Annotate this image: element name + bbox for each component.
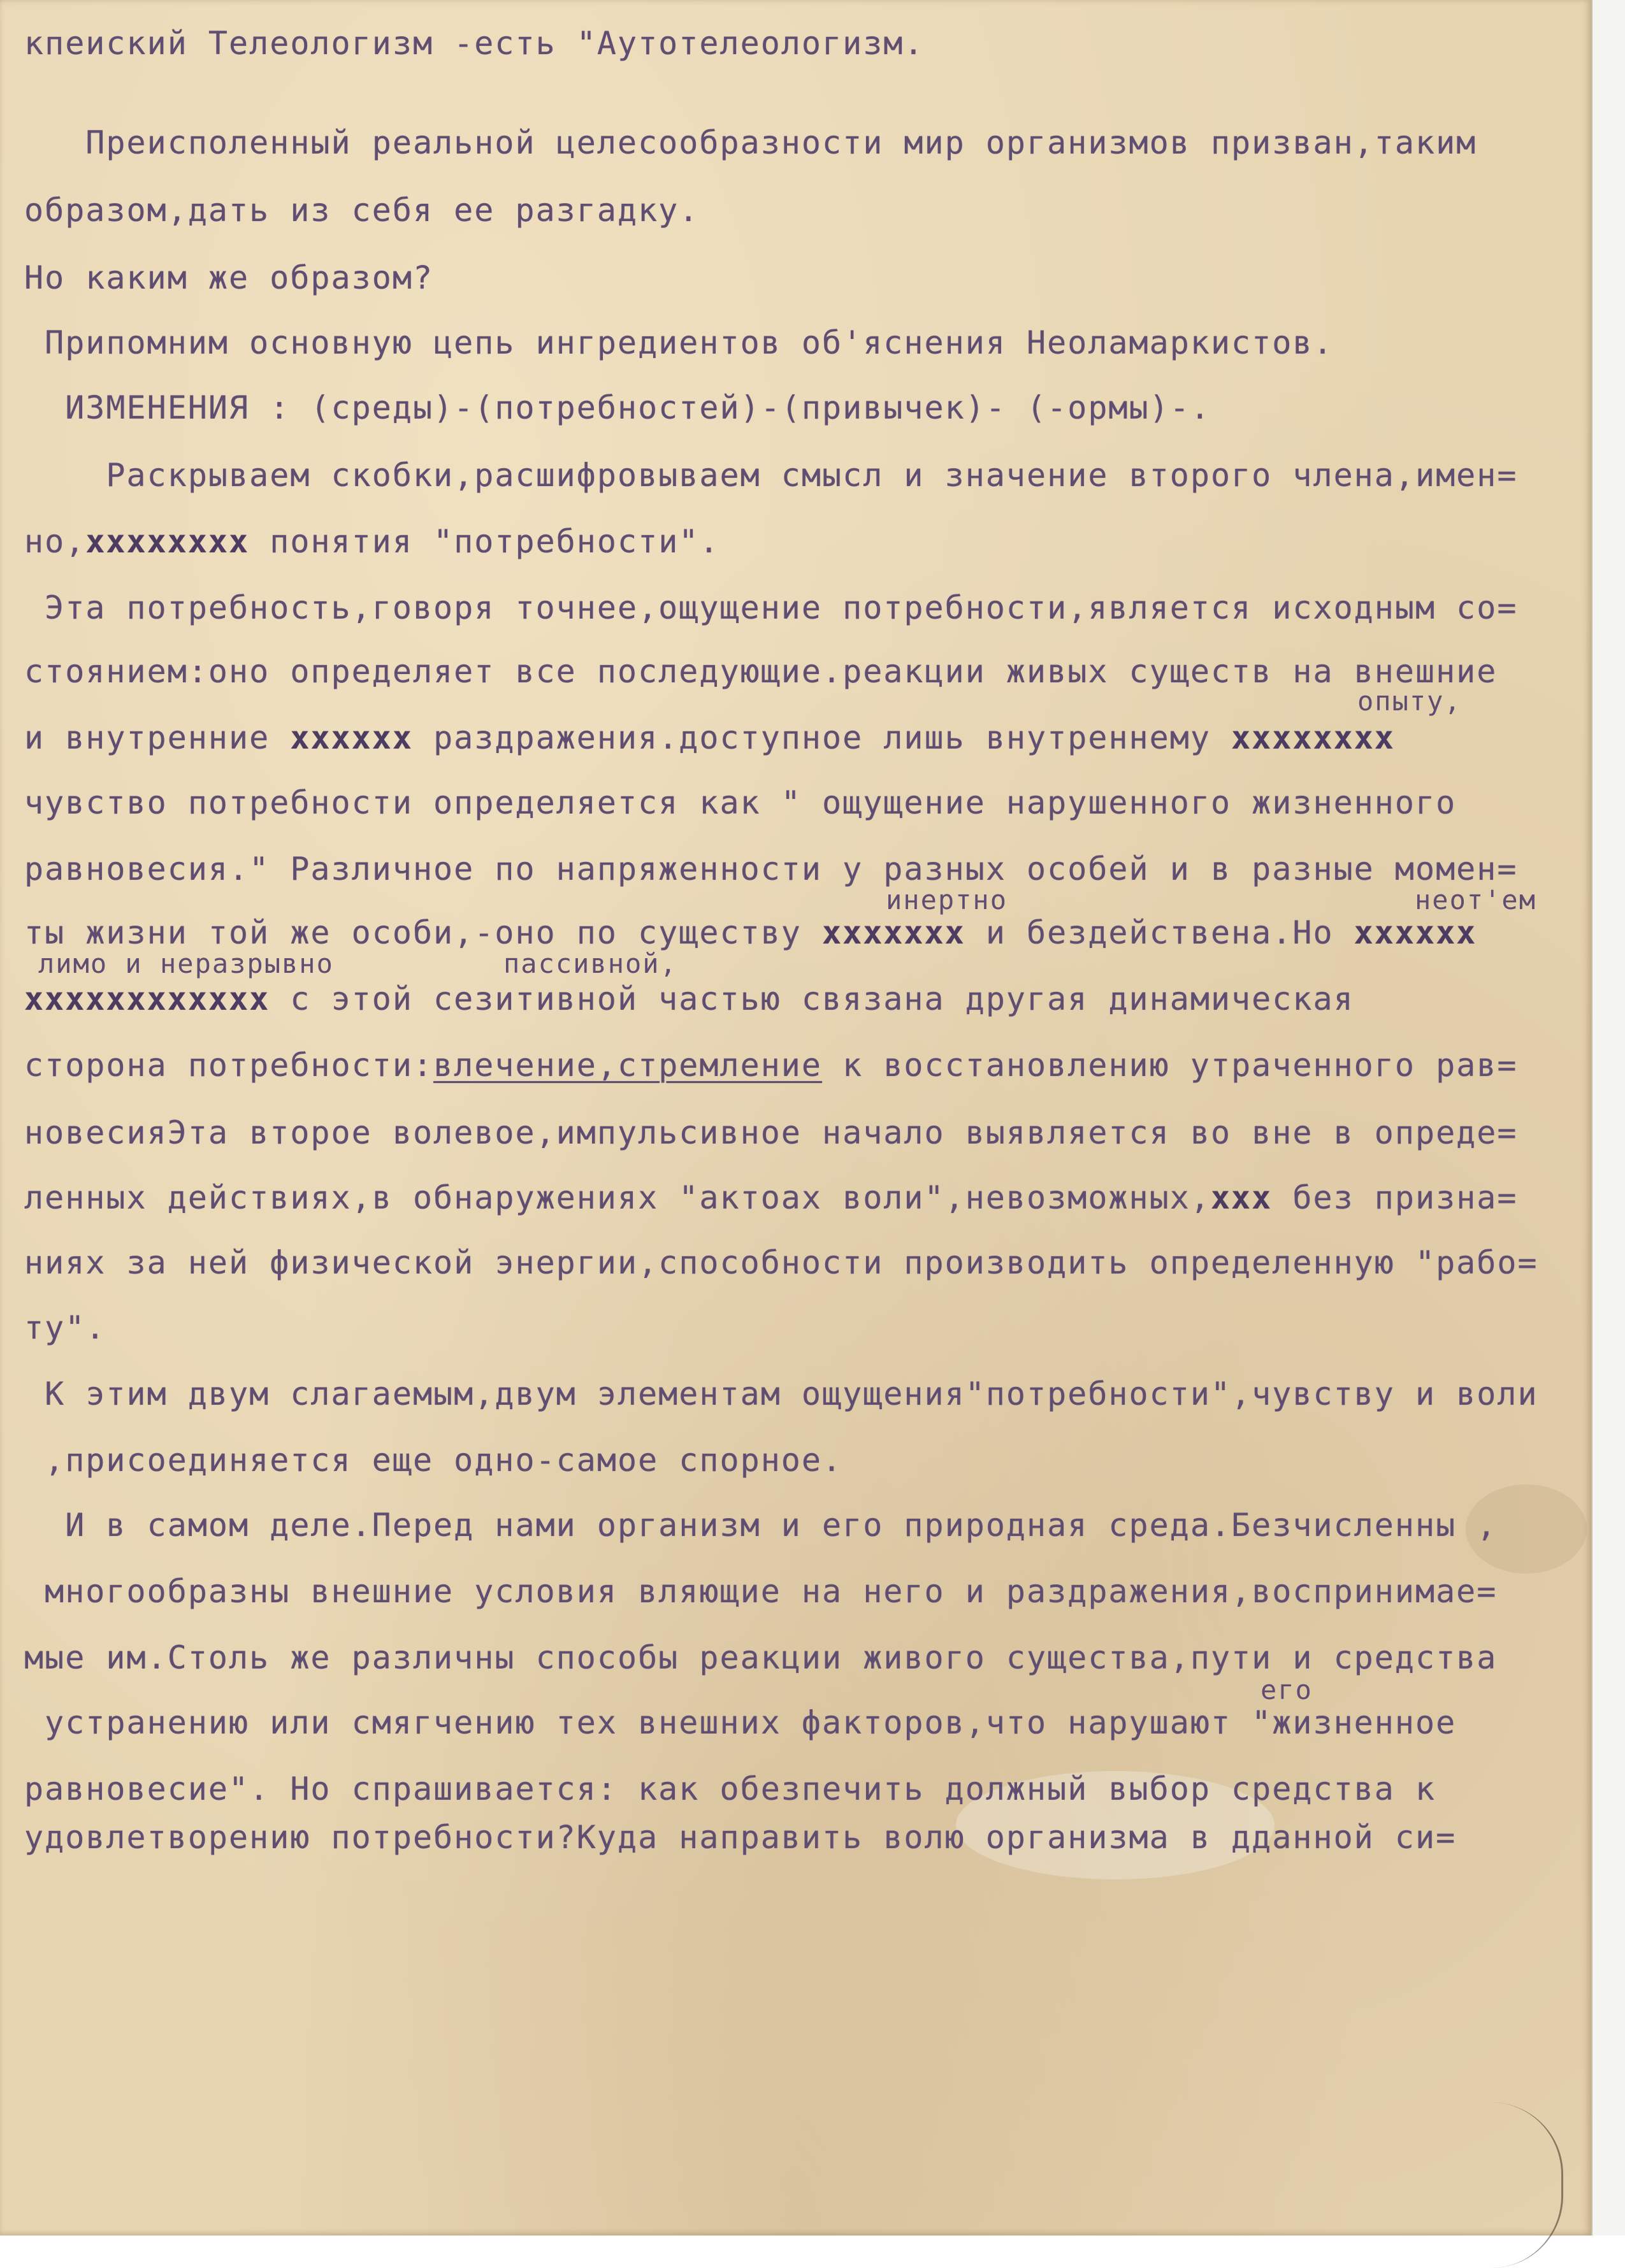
handwritten-insertion: лимо и неразрывно	[38, 948, 334, 979]
text-line-06: ИЗМЕНЕНИЯ : (среды)-(потребностей)-(привычек)- (-ормы)-.	[24, 389, 1211, 426]
scanner-background	[1591, 0, 1625, 2236]
text-segment: и бездействена.Но	[965, 914, 1354, 951]
struck-out-text: хххххх	[290, 719, 413, 756]
text-line-26: устранению или смягчению тех внешних факторов,что нарушают "жизненное	[24, 1704, 1457, 1741]
text-segment: но,	[24, 523, 86, 560]
text-line-23: И в самом деле.Перед нами организм и его природная среда.Безчисленны ,	[24, 1507, 1498, 1544]
struck-out-text: хххххххххххх	[24, 980, 270, 1017]
text-line-02: Преисполенный реальной целесообразности мир организмов призван,таким	[24, 124, 1477, 161]
struck-out-text: ххххххх	[822, 914, 965, 951]
text-line-27: равновесие". Но спрашивается: как обезпечить должный выбор средства к	[24, 1770, 1436, 1807]
handwritten-insertion: инертно	[886, 884, 1008, 915]
text-line-10: стоянием:оно определяет все последующие.реакции живых существ на внешние	[24, 653, 1498, 690]
text-line-25: мые им.Столь же различны способы реакции живого существа,пути и средства	[24, 1639, 1498, 1676]
text-segment: понятия "потребности".	[249, 523, 720, 560]
text-line-09: Эта потребность,говоря точнее,ощущение потребности,является исходным со=	[24, 589, 1518, 626]
text-line-13: равновесия." Различное по напряженности у разных особей и в разные момен=	[24, 850, 1518, 887]
text-line-28: удовлетворению потребности?Куда направить волю организма в дданной си=	[24, 1819, 1457, 1856]
text-line-22: ,присоединяется еще одно-самое спорное.	[24, 1442, 843, 1479]
text-line-24: многообразны внешние условия вляющие на него и раздражения,воспринимае=	[24, 1573, 1498, 1610]
text-line-17: новесияЭта второе волевое,импульсивное начало выявляется во вне в опреде=	[24, 1114, 1518, 1151]
text-line-12: чувство потребности определяется как " ощущение нарушенного жизненного	[24, 784, 1457, 821]
text-line-05: Припомним основную цепь ингредиентов об'яснения Неоламаркистов.	[24, 324, 1334, 361]
handwritten-insertion: неот'ем	[1415, 884, 1537, 915]
handwritten-insertion: опыту,	[1357, 685, 1462, 717]
text-line-21: К этим двум слагаемым,двум элементам ощущения"потребности",чувству и воли	[24, 1375, 1538, 1412]
text-segment: раздражения.доступное лишь внутреннему	[412, 719, 1232, 756]
text-line-14	[24, 915, 1477, 951]
text-line-20: ту".	[24, 1309, 106, 1346]
text-line-15	[24, 981, 1354, 1017]
struck-out-text: ххх	[1210, 1179, 1273, 1216]
text-segment: ты жизни той же особи,-оно по существу	[24, 914, 822, 951]
handwritten-insertion: его	[1260, 1674, 1313, 1705]
handwritten-insertion: пассивной,	[503, 948, 677, 979]
text-line-03: образом,дать из себя ее разгадку.	[24, 192, 700, 229]
struck-out-text: хххххх	[1354, 914, 1477, 951]
text-segment: ленных действиях,в обнаружениях "актоах воли",невозможных,	[24, 1179, 1211, 1216]
struck-out-text: хххххххх	[85, 523, 250, 560]
text-line-08	[24, 524, 720, 559]
text-line-01: кпеиский Телеологизм -есть "Аутотелеологизм.	[24, 25, 925, 62]
text-segment: и внутренние	[24, 719, 291, 756]
text-line-04: Но каким же образом?	[24, 259, 434, 296]
struck-out-text: хххххххх	[1231, 719, 1395, 756]
text-line-19: ниях за ней физической энергии,способности производить определенную "рабо=	[24, 1244, 1538, 1281]
underlined-text: влечение,стремление	[433, 1047, 823, 1084]
text-segment: к восстановлению утраченного рав=	[822, 1047, 1518, 1084]
text-line-07: Раскрываем скобки,расшифровываем смысл и значение второго члена,имен=	[24, 457, 1518, 494]
text-line-11	[24, 720, 1395, 756]
text-segment: без призна=	[1272, 1179, 1518, 1216]
text-line-16	[24, 1047, 1518, 1083]
text-segment: сторона потребности:	[24, 1047, 434, 1084]
text-line-18	[24, 1180, 1518, 1216]
text-segment: с этой сезитивной частью связана другая динамическая	[270, 980, 1354, 1017]
